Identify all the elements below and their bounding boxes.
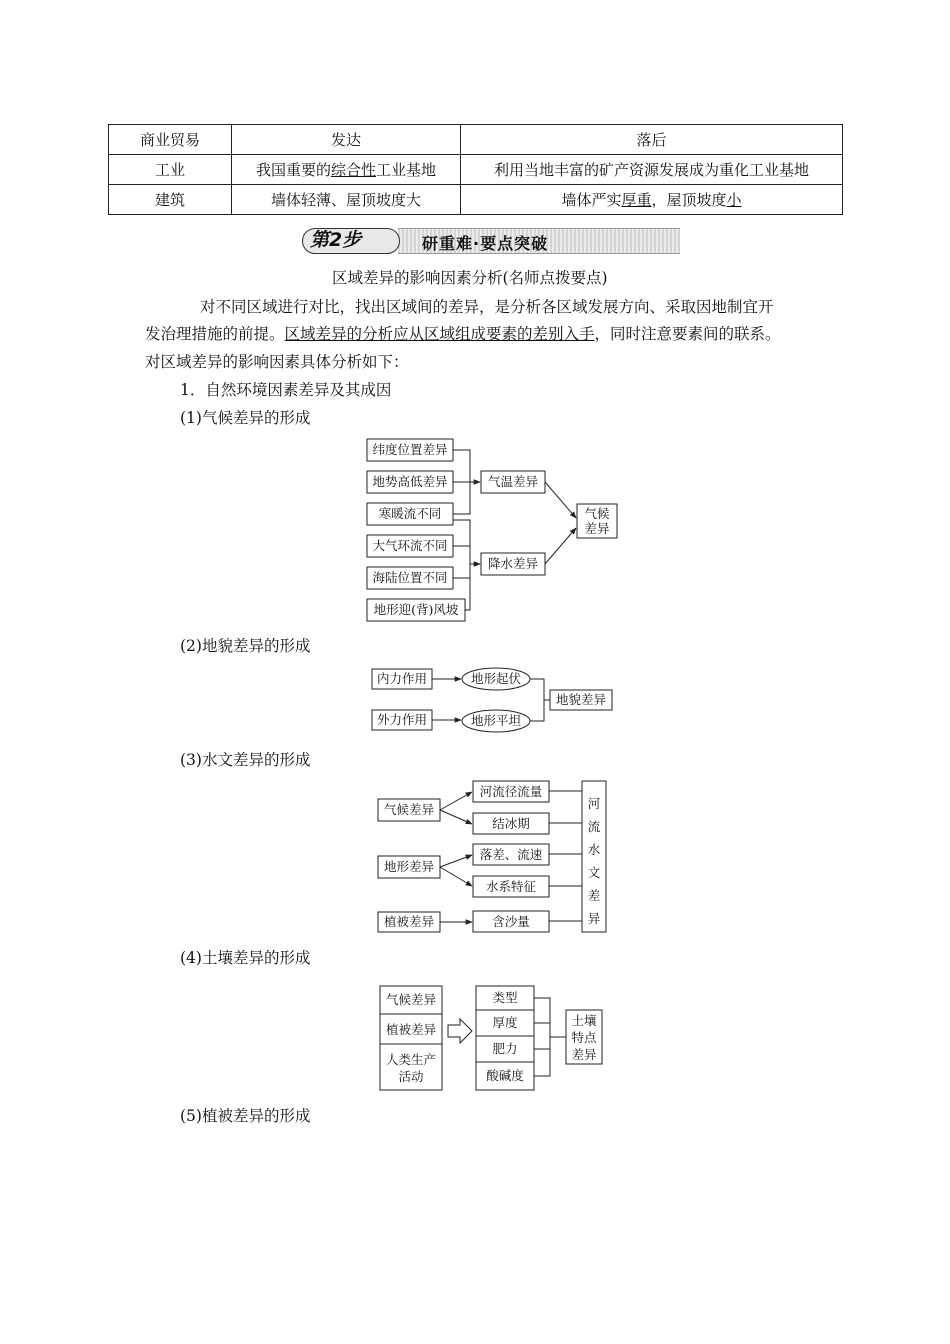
factor-label: 气候差异: [385, 992, 437, 1007]
factor-label: 人类生产: [385, 1052, 437, 1067]
connector: [453, 514, 470, 610]
table-row: [109, 185, 843, 215]
arrow: [440, 792, 472, 810]
step-label: 第2步: [310, 229, 362, 251]
underlined-text: 小: [726, 191, 742, 209]
intermediate-label: 酸碱度: [486, 1068, 524, 1083]
intermediate-label: 肥力: [492, 1041, 518, 1056]
intermediate-label: 厚度: [492, 1015, 518, 1030]
table-cell: 工业: [109, 155, 232, 185]
step-banner: [302, 224, 680, 256]
underlined-text: 厚重: [621, 191, 652, 209]
banner-title: 研重难·要点突破: [422, 234, 549, 253]
factor-label: 大气环流不同: [372, 538, 448, 553]
paragraph-text: ，同时注意要素间的联系。: [594, 325, 781, 343]
factor-label: 内力作用: [376, 671, 428, 686]
paragraph-text: 发治理措施的前提。: [145, 325, 285, 343]
factor-label: 活动: [398, 1069, 424, 1084]
factor-label: 植被差异: [383, 914, 435, 929]
intermediate-label: 类型: [492, 990, 518, 1005]
result-label: 差异: [571, 1047, 597, 1062]
table-cell: 利用当地丰富的矿产资源发展成为重化工业基地: [461, 155, 843, 185]
table-cell: 商业贸易: [109, 125, 232, 155]
paragraph-line: 对不同区域进行对比，找出区域间的差异，是分析各区域发展方向、采取因地制宜开: [200, 298, 774, 316]
result-label: 特点: [571, 1030, 597, 1045]
comparison-table: [108, 124, 843, 215]
factor-label: 地势高低差异: [372, 474, 448, 489]
arrow: [545, 482, 576, 518]
intermediate-label: 含沙量: [492, 914, 530, 929]
subheading: (5)植被差异的形成: [180, 1107, 311, 1125]
climate-diagram: [360, 432, 630, 628]
section-title: 区域差异的影响因素分析(名师点拨要点): [332, 269, 608, 287]
subheading: (1)气候差异的形成: [180, 409, 311, 427]
result-char: 水: [587, 842, 601, 857]
intermediate-label: 地形起伏: [470, 671, 522, 686]
arrow: [440, 855, 472, 867]
result-char: 文: [587, 865, 601, 880]
factor-label: 海陆位置不同: [372, 570, 448, 585]
cell-text: ，屋顶坡度: [651, 191, 727, 209]
underlined-text: 区域差异的分析应从区域组成要素的差别入手: [284, 325, 595, 343]
table-cell: [232, 155, 461, 185]
cell-text: 我国重要的: [255, 161, 331, 179]
intermediate-label: 结冰期: [492, 816, 530, 831]
intermediate-label: 水系特征: [485, 879, 537, 894]
paragraph-line: 对区域差异的影响因素具体分析如下：: [145, 353, 409, 371]
arrow: [545, 528, 576, 564]
result-char: 河: [587, 796, 601, 811]
heading-1: 1．自然环境因素差异及其成因: [180, 381, 392, 399]
subheading: (4)土壤差异的形成: [180, 949, 311, 967]
table-row: [109, 155, 843, 185]
right-arrow-icon: [448, 1019, 472, 1043]
result-label: 土壤: [571, 1013, 597, 1028]
intermediate-label: 河流径流量: [479, 784, 543, 799]
result-label: 气候: [584, 506, 610, 521]
factor-label: 气候差异: [383, 802, 435, 817]
factor-label: 外力作用: [376, 712, 428, 727]
connector: [530, 679, 544, 721]
underlined-text: 综合性: [330, 161, 376, 179]
table-row: [109, 125, 843, 155]
result-label: 差异: [584, 521, 610, 536]
result-char: 异: [587, 911, 601, 926]
result-char: 差: [587, 888, 601, 903]
factor-label: 寒暖流不同: [378, 506, 442, 521]
connector: [534, 998, 550, 1076]
landform-diagram: [368, 664, 618, 736]
cell-text: 工业基地: [376, 161, 437, 179]
intermediate-label: 降水差异: [487, 556, 539, 571]
table-cell: 墙体轻薄、屋顶坡度大: [232, 185, 461, 215]
arrow: [440, 867, 472, 886]
result-char: 流: [587, 819, 601, 834]
table-cell: 落后: [461, 125, 843, 155]
intermediate-label: 地形平坦: [470, 713, 522, 728]
arrow: [440, 810, 472, 824]
paragraph-line: [145, 322, 781, 344]
hydrology-diagram: [374, 776, 614, 936]
factor-label: 地形差异: [383, 859, 435, 874]
subheading: (2)地貌差异的形成: [180, 637, 311, 655]
factor-label: 纬度位置差异: [372, 442, 448, 457]
cell-text: 墙体严实: [561, 191, 622, 209]
table-cell: 发达: [232, 125, 461, 155]
table-cell: 建筑: [109, 185, 232, 215]
factor-label: 植被差异: [385, 1022, 437, 1037]
subheading: (3)水文差异的形成: [180, 751, 311, 769]
intermediate-label: 气温差异: [487, 474, 539, 489]
factor-label: 地形迎(背)风坡: [373, 602, 459, 617]
intermediate-label: 落差、流速: [479, 847, 543, 862]
table-cell: [461, 185, 843, 215]
soil-diagram: [376, 982, 608, 1094]
result-label: 地貌差异: [555, 692, 607, 707]
